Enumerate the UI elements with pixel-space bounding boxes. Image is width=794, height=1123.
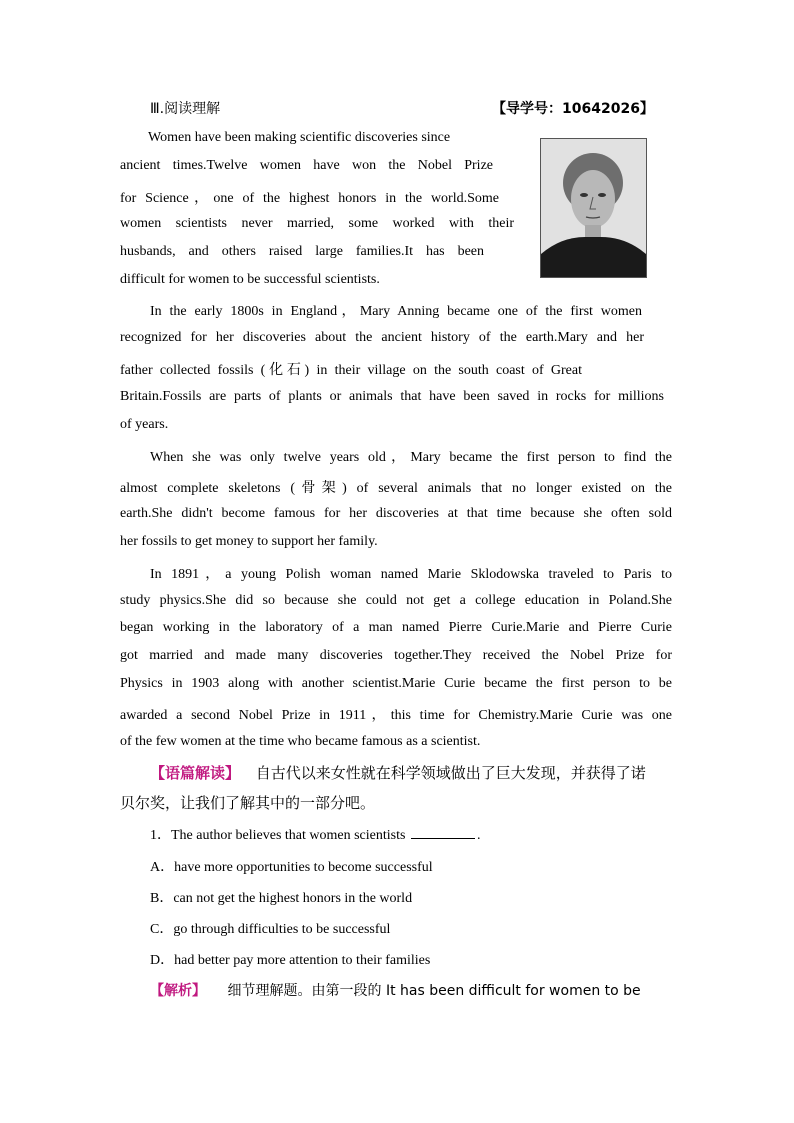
p1-line-5: husbands, and others raised large families.It has been bbox=[120, 244, 484, 259]
p4-line-1: In 1891，a young Polish woman named Marie Sklodowska traveled to Paris to bbox=[150, 567, 672, 582]
p4-line-7: of the few women at the time who became famous as a scientist. bbox=[120, 734, 481, 749]
answer-blank bbox=[411, 826, 475, 839]
p1-line-6: difficult for women to be successful scientists. bbox=[120, 272, 380, 287]
analysis-line-1 bbox=[150, 762, 646, 783]
question-stem-text: 1．The author believes that women scientists bbox=[150, 828, 406, 843]
analysis-line-2: 贝尔奖，让我们了解其中的一部分吧。 bbox=[120, 794, 376, 812]
explanation-line bbox=[150, 980, 674, 1000]
p4-line-2: study physics.She did so because she could not get a college education in Poland.She bbox=[120, 593, 672, 608]
p4-line-5: Physics in 1903 along with another scientist.Marie Curie became the first person to be bbox=[120, 676, 672, 691]
guide-number: 【导学号：10642026】 bbox=[492, 101, 654, 117]
portrait-icon bbox=[541, 139, 646, 277]
portrait-image bbox=[540, 138, 647, 278]
option-b: B．can not get the highest honors in the world bbox=[150, 891, 413, 906]
analysis-text-1: 自古代以来女性就在科学领域做出了巨大发现，并获得了诺 bbox=[255, 764, 646, 782]
p4-line-6: awarded a second Nobel Prize in 1911，this time for Chemistry.Marie Curie was one bbox=[120, 708, 672, 723]
option-a: A．have more opportunities to become successful bbox=[150, 860, 433, 875]
analysis-tag: 【语篇解读】 bbox=[150, 764, 241, 782]
p1-line-3: for Science，one of the highest honors in the world.Some bbox=[120, 191, 499, 206]
p2-line-3: father collected fossils (化石) in their village on the south coast of Great bbox=[120, 363, 582, 378]
p3-line-4: her fossils to get money to support her family. bbox=[120, 534, 378, 549]
explanation-tag: 【解析】 bbox=[150, 983, 206, 999]
p2-line-1: In the early 1800s in England，Mary Anning became one of the first women bbox=[150, 304, 642, 319]
explanation-text: 细节理解题。由第一段的 It has been difficult for women to be bbox=[227, 983, 641, 999]
option-d: D．had better pay more attention to their families bbox=[150, 953, 431, 968]
p1-line-4: women scientists never married, some worked with their bbox=[120, 216, 514, 231]
p4-line-4: got married and made many discoveries together.They received the Nobel Prize for bbox=[120, 648, 672, 663]
option-c: C．go through difficulties to be successful bbox=[150, 922, 391, 937]
question-stem-end: . bbox=[476, 828, 481, 843]
p3-line-2: almost complete skeletons (骨架) of several animals that no longer existed on the bbox=[120, 481, 672, 496]
p2-line-4: Britain.Fossils are parts of plants or animals that have been saved in rocks for millions bbox=[120, 389, 664, 404]
p2-line-5: of years. bbox=[120, 417, 169, 432]
section-title: Ⅲ.阅读理解 bbox=[150, 101, 221, 117]
p1-line-2: ancient times.Twelve women have won the Nobel Prize bbox=[120, 158, 493, 173]
p1-line-1: Women have been making scientific discoveries since bbox=[148, 130, 451, 145]
p3-line-3: earth.She didn't become famous for her discoveries at that time because she often sold bbox=[120, 506, 672, 521]
p2-line-2: recognized for her discoveries about the ancient history of the earth.Mary and her bbox=[120, 330, 644, 345]
question-stem bbox=[150, 824, 480, 844]
p4-line-3: began working in the laboratory of a man named Pierre Curie.Marie and Pierre Curie bbox=[120, 620, 672, 635]
p3-line-1: When she was only twelve years old，Mary became the first person to find the bbox=[150, 450, 672, 465]
